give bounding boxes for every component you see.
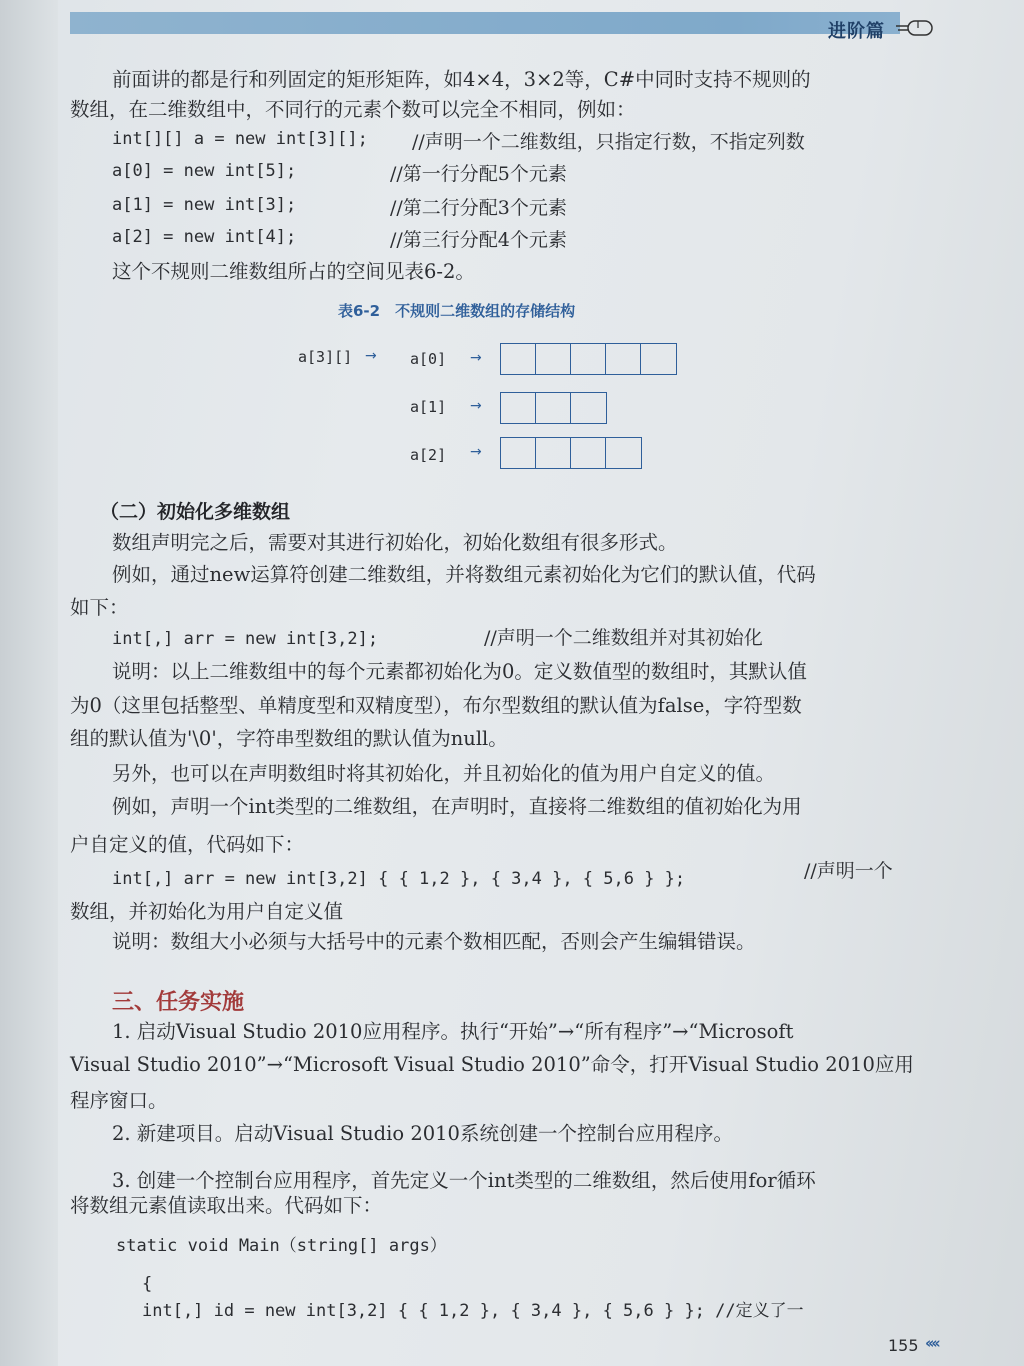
- code-comment: //声明一个: [804, 860, 893, 882]
- paragraph: Visual Studio 2010”→“Microsoft Visual Studio 2010”命令，打开Visual Studio 2010应用: [70, 1053, 914, 1076]
- paragraph: 前面讲的都是行和列固定的矩形矩阵，如4×4，3×2等，C#中同时支持不规则的: [112, 68, 811, 91]
- paragraph: 2. 新建项目。启动Visual Studio 2010系统创建一个控制台应用程序。: [112, 1122, 733, 1145]
- paragraph: 说明：数组大小必须与大括号中的元素个数相匹配，否则会产生编辑错误。: [112, 930, 756, 953]
- array-row-cells: [500, 343, 677, 375]
- arrow-icon: →: [365, 348, 377, 364]
- arrow-icon: →: [470, 398, 482, 414]
- code-line: static void Main（string[] args）: [116, 1236, 447, 1256]
- diagram-row-label: a[2]: [410, 446, 447, 464]
- arrow-icon: →: [470, 444, 482, 460]
- page-number: 155: [888, 1336, 919, 1355]
- paragraph: 1. 启动Visual Studio 2010应用程序。执行“开始”→“所有程序”→“Microsoft: [112, 1020, 794, 1043]
- section-title: 进阶篇: [828, 21, 885, 42]
- mouse-icon: [896, 18, 936, 38]
- code-line: int[,] arr = new int[3,2];: [112, 629, 379, 649]
- code-comment: //第一行分配5个元素: [390, 163, 567, 185]
- code-comment: //声明一个二维数组，只指定行数，不指定列数: [412, 131, 805, 153]
- table-caption: 表6-2 不规则二维数组的存储结构: [338, 302, 576, 320]
- paragraph: 说明：以上二维数组中的每个元素都初始化为0。定义数值型的数组时，其默认值: [112, 660, 807, 683]
- paragraph: 例如，通过new运算符创建二维数组，并将数组元素初始化为它们的默认值，代码: [112, 563, 816, 586]
- paragraph: 程序窗口。: [70, 1089, 168, 1112]
- array-row-cells: [500, 392, 607, 424]
- code-line: int[][] a = new int[3][];: [112, 129, 368, 149]
- paragraph: 例如，声明一个int类型的二维数组，在声明时，直接将二维数组的值初始化为用: [112, 795, 802, 818]
- code-line: int[,] arr = new int[3,2] { { 1,2 }, { 3,4 }, { 5,6 } };: [112, 869, 686, 889]
- page-gutter: [0, 0, 58, 1366]
- paragraph: 组的默认值为'\0'，字符串型数组的默认值为null。: [70, 727, 508, 750]
- header-bar: [70, 12, 900, 34]
- paragraph: 另外，也可以在声明数组时将其初始化，并且初始化的值为用户自定义的值。: [112, 762, 776, 785]
- chevrons-left-icon: ‹‹‹‹: [925, 1334, 938, 1352]
- paragraph: 3. 创建一个控制台应用程序，首先定义一个int类型的二维数组，然后使用for循环: [112, 1169, 816, 1192]
- section-heading: （二）初始化多维数组: [100, 501, 291, 523]
- paragraph: 数组，并初始化为用户自定义值: [70, 900, 344, 923]
- section-heading: 三、任务实施: [112, 990, 245, 1015]
- paragraph: 数组，在二维数组中，不同行的元素个数可以完全不相同，例如：: [70, 98, 636, 121]
- paragraph: 户自定义的值，代码如下：: [70, 833, 305, 856]
- paragraph: 为0（这里包括整型、单精度型和双精度型），布尔型数组的默认值为false，字符型数: [70, 694, 802, 717]
- diagram-root-label: a[3][]: [298, 348, 353, 366]
- arrow-icon: →: [470, 350, 482, 366]
- paragraph: 数组声明完之后，需要对其进行初始化，初始化数组有很多形式。: [112, 531, 678, 554]
- code-line: {: [142, 1274, 153, 1294]
- diagram-row-label: a[0]: [410, 350, 447, 368]
- diagram-row-label: a[1]: [410, 398, 447, 416]
- code-line: a[1] = new int[3];: [112, 195, 297, 215]
- code-comment: //声明一个二维数组并对其初始化: [484, 627, 763, 649]
- code-line: int[,] id = new int[3,2] { { 1,2 }, { 3,4 }, { 5,6 } }; //定义了一: [142, 1301, 804, 1321]
- code-line: a[2] = new int[4];: [112, 227, 297, 247]
- code-comment: //第二行分配3个元素: [390, 197, 567, 219]
- code-line: a[0] = new int[5];: [112, 161, 297, 181]
- array-row-cells: [500, 437, 642, 469]
- paragraph: 这个不规则二维数组所占的空间见表6-2。: [112, 260, 475, 283]
- paragraph: 将数组元素值读取出来。代码如下：: [70, 1194, 383, 1217]
- code-comment: //第三行分配4个元素: [390, 229, 567, 251]
- paragraph: 如下：: [70, 596, 129, 619]
